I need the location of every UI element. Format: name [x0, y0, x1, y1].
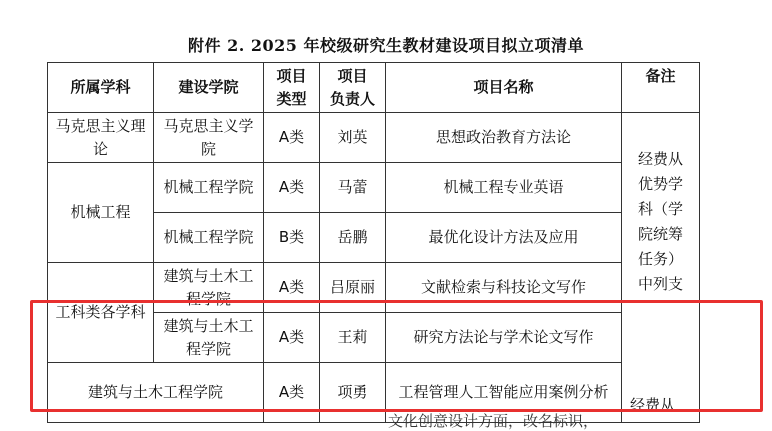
remark-line-1: 经费从	[637, 150, 683, 168]
document-title: 附件 2. 2025 年校级研究生教材建设项目拟立项清单	[188, 36, 584, 55]
remark-line-4: 院统筹	[637, 225, 683, 243]
leader-cell: 马蕾	[320, 163, 386, 213]
discipline-cell: 马克思主义理论	[48, 113, 154, 163]
header-discipline: 所属学科	[48, 63, 154, 113]
discipline-cell: 工科类各学科	[48, 263, 154, 363]
leader-cell: 刘英	[320, 113, 386, 163]
remark-line-2: 优势学	[637, 175, 683, 193]
leader-cell: 王莉	[320, 313, 386, 363]
leader-cell: 项勇	[320, 363, 386, 423]
project-cell: 最优化设计方法及应用	[386, 213, 622, 263]
table-row	[48, 263, 700, 313]
college-cell: 机械工程学院	[154, 163, 264, 213]
table-row	[48, 113, 700, 163]
discipline-cell: 机械工程	[48, 163, 154, 263]
project-cell: 思想政治教育方法论	[386, 113, 622, 163]
header-type-line1: 项目	[276, 66, 307, 85]
header-type-line2: 类型	[276, 89, 307, 108]
remark-second-text: 经费从	[630, 396, 676, 414]
header-leader	[320, 63, 386, 113]
remark-cell	[622, 113, 700, 423]
cut-off-row-text: 文化创意设计方面，改名标识，	[388, 412, 599, 430]
type-cell: A类	[264, 263, 320, 313]
project-cell: 机械工程专业英语	[386, 163, 622, 213]
type-cell: B类	[264, 213, 320, 263]
type-cell: A类	[264, 163, 320, 213]
header-type	[264, 63, 320, 113]
remark-line-3: 科（学	[637, 200, 683, 218]
header-leader-line2: 负责人	[329, 89, 375, 108]
project-cell: 研究方法论与学术论文写作	[386, 313, 622, 363]
project-cell: 工程管理人工智能应用案例分析	[386, 363, 622, 423]
header-project: 项目名称	[386, 63, 622, 113]
college-cell: 机械工程学院	[154, 213, 264, 263]
header-remark: 备注	[622, 63, 700, 113]
type-cell: A类	[264, 313, 320, 363]
header-college: 建设学院	[154, 63, 264, 113]
remark-line-6: 中列支	[637, 275, 683, 293]
college-cell: 建筑与土木工程学院	[154, 313, 264, 363]
leader-cell: 吕原丽	[320, 263, 386, 313]
leader-cell: 岳鹏	[320, 213, 386, 263]
college-cell: 马克思主义学院	[154, 113, 264, 163]
type-cell: A类	[264, 363, 320, 423]
table-row	[48, 363, 700, 423]
college-cell: 建筑与土木工程学院	[48, 363, 264, 423]
table-row	[48, 163, 700, 213]
table-header-row	[48, 63, 700, 113]
remark-line-5: 任务）	[637, 250, 683, 268]
college-cell: 建筑与土木工程学院	[154, 263, 264, 313]
project-cell: 文献检索与科技论文写作	[386, 263, 622, 313]
header-leader-line1: 项目	[337, 66, 368, 85]
type-cell: A类	[264, 113, 320, 163]
project-list-table	[47, 62, 700, 423]
